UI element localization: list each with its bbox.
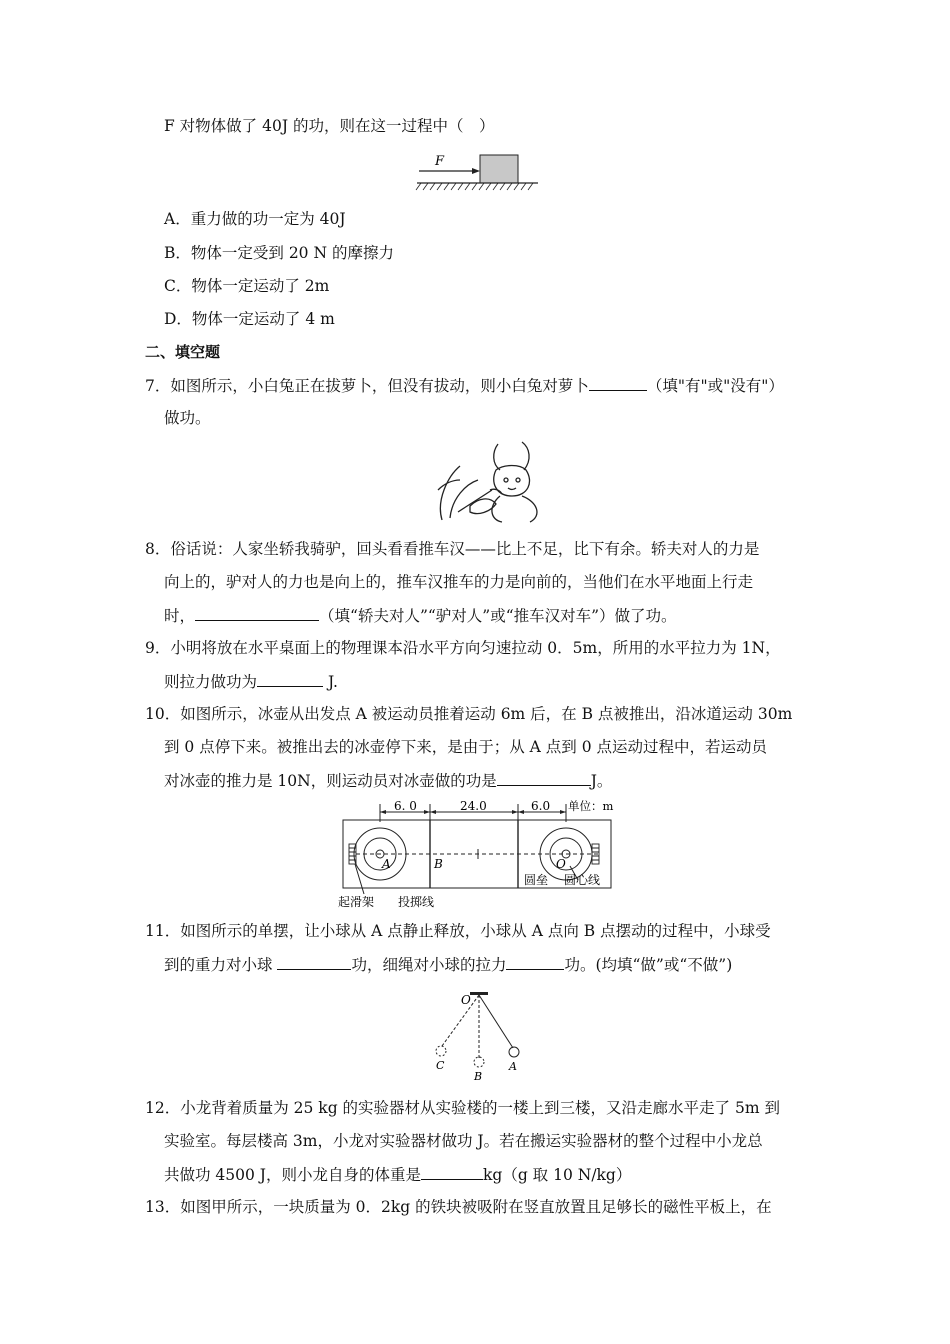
q10-unit: J。 <box>590 772 613 790</box>
pendulum-figure <box>428 990 528 1082</box>
q12-line1: 12．小龙背着质量为 25 kg 的实验器材从实验楼的一楼上到三楼，又沿走廊水平走了 5m 到 <box>145 1099 780 1117</box>
rabbit-ear-right <box>522 442 529 470</box>
q10-line2: 到 0 点停下来。被推出去的冰壶停下来，是由于；从 A 点到 0 点运动过程中，若运动员 <box>164 738 767 756</box>
q9-line2 <box>164 670 338 693</box>
q11-answer-blank-2[interactable] <box>506 953 564 970</box>
point-b-label: B <box>474 1070 483 1082</box>
point-c-label: C <box>436 1059 445 1072</box>
q9-unit: J. <box>323 673 338 691</box>
center-line-label: 圆心线 <box>564 873 601 887</box>
rabbit-figure <box>430 440 548 524</box>
pointer-start <box>355 864 364 894</box>
q11-text: 到的重力对小球 <box>164 956 278 974</box>
q7-answer-blank[interactable] <box>589 374 647 391</box>
q12-text: 共做功 4500 J，则小龙自身的体重是 <box>164 1166 422 1184</box>
q10-answer-blank[interactable] <box>497 769 591 786</box>
q6-option-c: C．物体一定运动了 2m <box>164 277 330 295</box>
q9-answer-blank[interactable] <box>257 670 323 687</box>
q6-option-a: A．重力做的功一定为 40J <box>164 210 346 228</box>
q8-text: 时， <box>164 607 196 625</box>
dim-label-1: 6. 0 <box>394 799 417 813</box>
q11-line1: 11．如图所示的单摆，让小球从 A 点静止释放，小球从 A 点向 B 点摆动的过程中，小球受 <box>145 922 771 940</box>
ground-hatch <box>416 183 533 190</box>
q9-text: 则拉力做功为 <box>164 673 258 691</box>
q8-line1: 8．俗话说：人家坐轿我骑驴，回头看看推车汉——比上不足，比下有余。轿夫对人的力是 <box>145 540 760 558</box>
point-o-label: O <box>556 857 566 871</box>
block <box>480 155 518 183</box>
point-b-label: B <box>434 857 443 871</box>
point-a-label: A <box>382 857 391 871</box>
point-o-label: O <box>461 993 471 1007</box>
q10-line1: 10．如图所示，冰壶从出发点 A 被运动员推着运动 6m 后，在 B 点被推出，沿冰道运动 30m <box>145 705 793 723</box>
ball-a <box>509 1047 519 1057</box>
q8-line2: 向上的，驴对人的力也是向上的，推车汉推车的力是向前的，当他们在水平地面上行走 <box>164 573 754 591</box>
q8-line3 <box>164 604 677 627</box>
q6-option-b: B．物体一定受到 20 N 的摩擦力 <box>164 244 394 262</box>
q11-answer-blank-1[interactable] <box>277 953 351 970</box>
q9-line1: 9．小明将放在水平桌面上的物理课本沿水平方向匀速拉动 0．5m，所用的水平拉力为 1N， <box>145 639 781 657</box>
q6-figure <box>415 150 540 196</box>
rabbit-body <box>492 496 537 522</box>
q10-text: 对冰壶的推力是 10N，则运动员对冰壶做的功是 <box>164 772 497 790</box>
q11-hint: 功。(均填“做”或“不做”) <box>564 956 733 974</box>
ball-b <box>474 1057 484 1067</box>
ceiling-mount <box>470 992 488 995</box>
force-label: F <box>435 154 445 169</box>
q7-line1 <box>145 374 784 397</box>
ball-c <box>436 1046 446 1056</box>
string-a <box>479 995 513 1048</box>
q11-line2 <box>164 953 732 976</box>
force-arrowhead <box>472 168 480 174</box>
dim-label-2: 24.0 <box>460 799 487 813</box>
q8-hint: （填“轿夫对人”“驴对人”或“推车汉对车”）做了功。 <box>319 607 677 625</box>
unit-label: 单位：m <box>568 799 614 813</box>
q10-line3 <box>164 769 612 792</box>
curling-figure <box>338 798 620 912</box>
circle-label: 圆垒 <box>524 873 549 887</box>
q6-stem: F 对物体做了 40J 的功，则在这一过程中（ ） <box>164 117 495 135</box>
q7-line2: 做功。 <box>164 409 211 427</box>
q8-answer-blank[interactable] <box>195 604 319 621</box>
rabbit-ear-left <box>494 444 500 470</box>
throw-line-label: 投掷线 <box>398 895 435 909</box>
q11-text-2: 功，细绳对小球的拉力 <box>351 956 507 974</box>
q12-line3 <box>164 1163 631 1186</box>
q12-hint: kg（g 取 10 N/kg） <box>483 1166 632 1184</box>
q12-answer-blank[interactable] <box>421 1163 483 1180</box>
section-title: 二、填空题 <box>145 343 221 361</box>
q13-line1: 13．如图甲所示，一块质量为 0．2kg 的铁块被吸附在竖直放置且足够长的磁性平板上，在 <box>145 1198 772 1216</box>
q6-option-d: D．物体一定运动了 4 m <box>164 310 335 328</box>
dim-label-3: 6.0 <box>531 799 551 813</box>
point-a-label: A <box>509 1060 517 1073</box>
q7-text: 7．如图所示，小白兔正在拔萝卜，但没有拔动，则小白兔对萝卜 <box>145 377 589 395</box>
start-frame-label: 起滑架 <box>338 895 375 909</box>
q7-hint: （填"有"或"没有"） <box>646 377 784 395</box>
q12-line2: 实验室。每层楼高 3m，小龙对实验器材做功 J。若在搬运实验器材的整个过程中小龙总 <box>164 1132 763 1150</box>
